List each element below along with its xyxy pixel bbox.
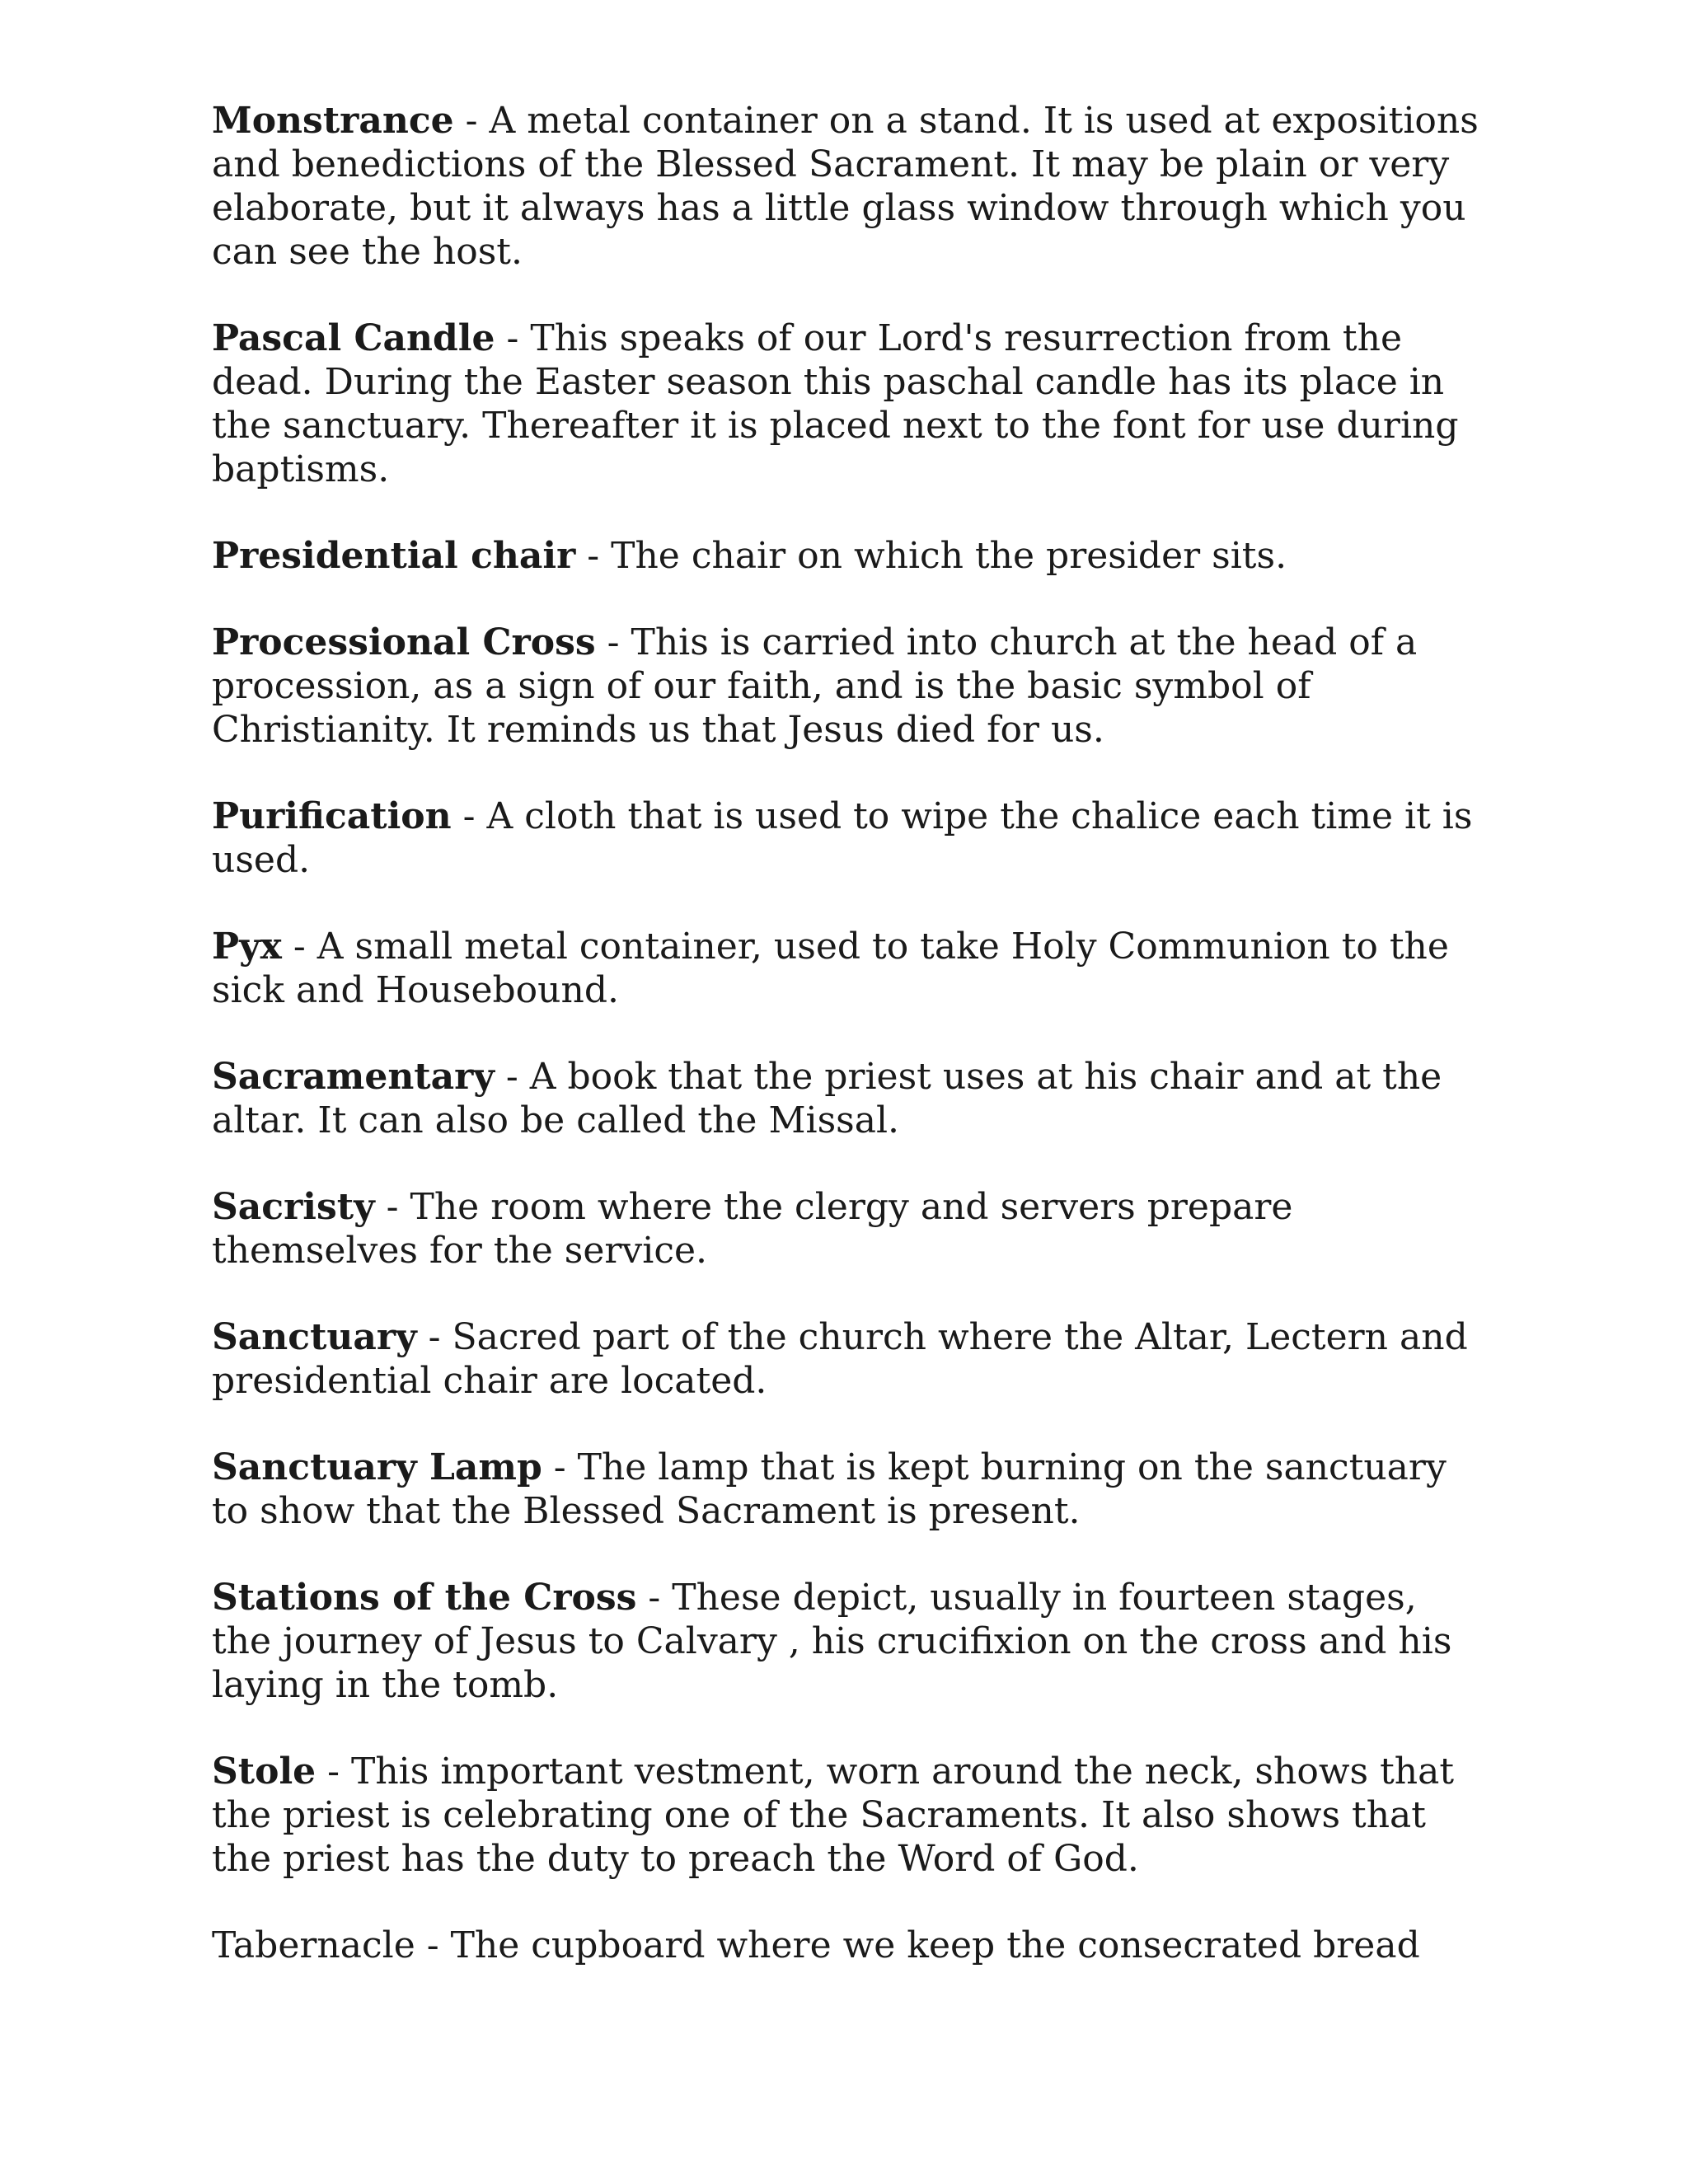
glossary-entry-sacristy: [212, 1185, 1481, 1272]
glossary-term: Pyx: [212, 926, 282, 968]
glossary-term: Processional Cross: [212, 621, 596, 663]
glossary-entry-stations-of-the-cross: [212, 1576, 1481, 1707]
glossary-entry-monstrance: [212, 99, 1481, 274]
glossary-entry-sacramentary: [212, 1055, 1481, 1142]
glossary-term: Presidential chair: [212, 535, 576, 577]
glossary-definition: The chair on which the presider sits.: [611, 535, 1287, 577]
term-separator: -: [595, 621, 631, 663]
glossary-definition: This is carried into church at the head of a procession, as a sign of our faith, and is the basic symbol of Christianity. It reminds us that Jesus died for us.: [212, 621, 1418, 751]
glossary-entry-sanctuary-lamp: [212, 1446, 1481, 1533]
glossary-term: Sanctuary: [212, 1316, 417, 1358]
glossary-definition: This important vestment, worn around the neck, shows that the priest is celebrating one of the Sacraments. It also shows that the priest has the duty to preach the Word of God.: [212, 1750, 1455, 1880]
glossary-entry-purification: [212, 794, 1481, 882]
glossary-term: Stole: [212, 1750, 316, 1793]
term-separator: -: [415, 1924, 451, 1966]
term-separator: -: [494, 1056, 530, 1098]
term-separator: -: [575, 535, 612, 577]
glossary-entry-pyx: [212, 925, 1481, 1012]
glossary-definition: A book that the priest uses at his chair and at the altar. It can also be called the Missal.: [212, 1056, 1442, 1141]
term-separator: -: [453, 100, 490, 142]
glossary-entry-stole: [212, 1750, 1481, 1881]
glossary-entry-tabernacle: [212, 1924, 1481, 1967]
glossary-list: [212, 99, 1481, 2010]
glossary-entry-processional-cross: [212, 621, 1481, 752]
term-separator: -: [416, 1316, 452, 1358]
term-separator: -: [542, 1446, 578, 1488]
glossary-term: Stations of the Cross: [212, 1577, 637, 1619]
glossary-entry-presidential-chair: [212, 534, 1481, 578]
glossary-term: Sanctuary Lamp: [212, 1446, 542, 1488]
glossary-entry-pascal-candle: [212, 316, 1481, 491]
term-separator: -: [451, 795, 487, 837]
glossary-term: Tabernacle: [212, 1924, 415, 1966]
glossary-definition: A cloth that is used to wipe the chalice each time it is used.: [212, 795, 1473, 881]
glossary-definition: This speaks of our Lord's resurrection from the dead. During the Easter season this paschal candle has its place in the sanctuary. Thereafter it is placed next to the font for use during baptisms.: [212, 317, 1459, 490]
term-separator: -: [374, 1186, 410, 1228]
term-separator: -: [636, 1577, 673, 1619]
glossary-definition: The room where the clergy and servers prepare themselves for the service.: [212, 1186, 1293, 1272]
glossary-term: Sacramentary: [212, 1056, 495, 1098]
term-separator: -: [495, 317, 531, 359]
glossary-definition: The lamp that is kept burning on the sanctuary to show that the Blessed Sacrament is present.: [212, 1446, 1447, 1532]
glossary-term: Pascal Candle: [212, 317, 495, 359]
glossary-definition: These depict, usually in fourteen stages, the journey of Jesus to Calvary , his crucifixion on the cross and his laying in the tomb.: [212, 1577, 1452, 1706]
glossary-entry-sanctuary: [212, 1315, 1481, 1403]
term-separator: -: [281, 926, 317, 968]
glossary-definition: Sacred part of the church where the Altar, Lectern and presidential chair are located.: [212, 1316, 1468, 1402]
term-separator: -: [316, 1750, 351, 1793]
glossary-term: Sacristy: [212, 1186, 375, 1228]
glossary-definition: The cupboard where we keep the consecrated bread: [450, 1924, 1420, 1966]
glossary-term: Purification: [212, 795, 452, 837]
glossary-definition: A metal container on a stand. It is used at expositions and benedictions of the Blessed Sacrament. It may be plain or very elaborate, but it always has a little glass window through which you can see the host.: [212, 100, 1479, 273]
glossary-term: Monstrance: [212, 100, 454, 142]
glossary-definition: A small metal container, used to take Holy Communion to the sick and Housebound.: [212, 926, 1449, 1011]
